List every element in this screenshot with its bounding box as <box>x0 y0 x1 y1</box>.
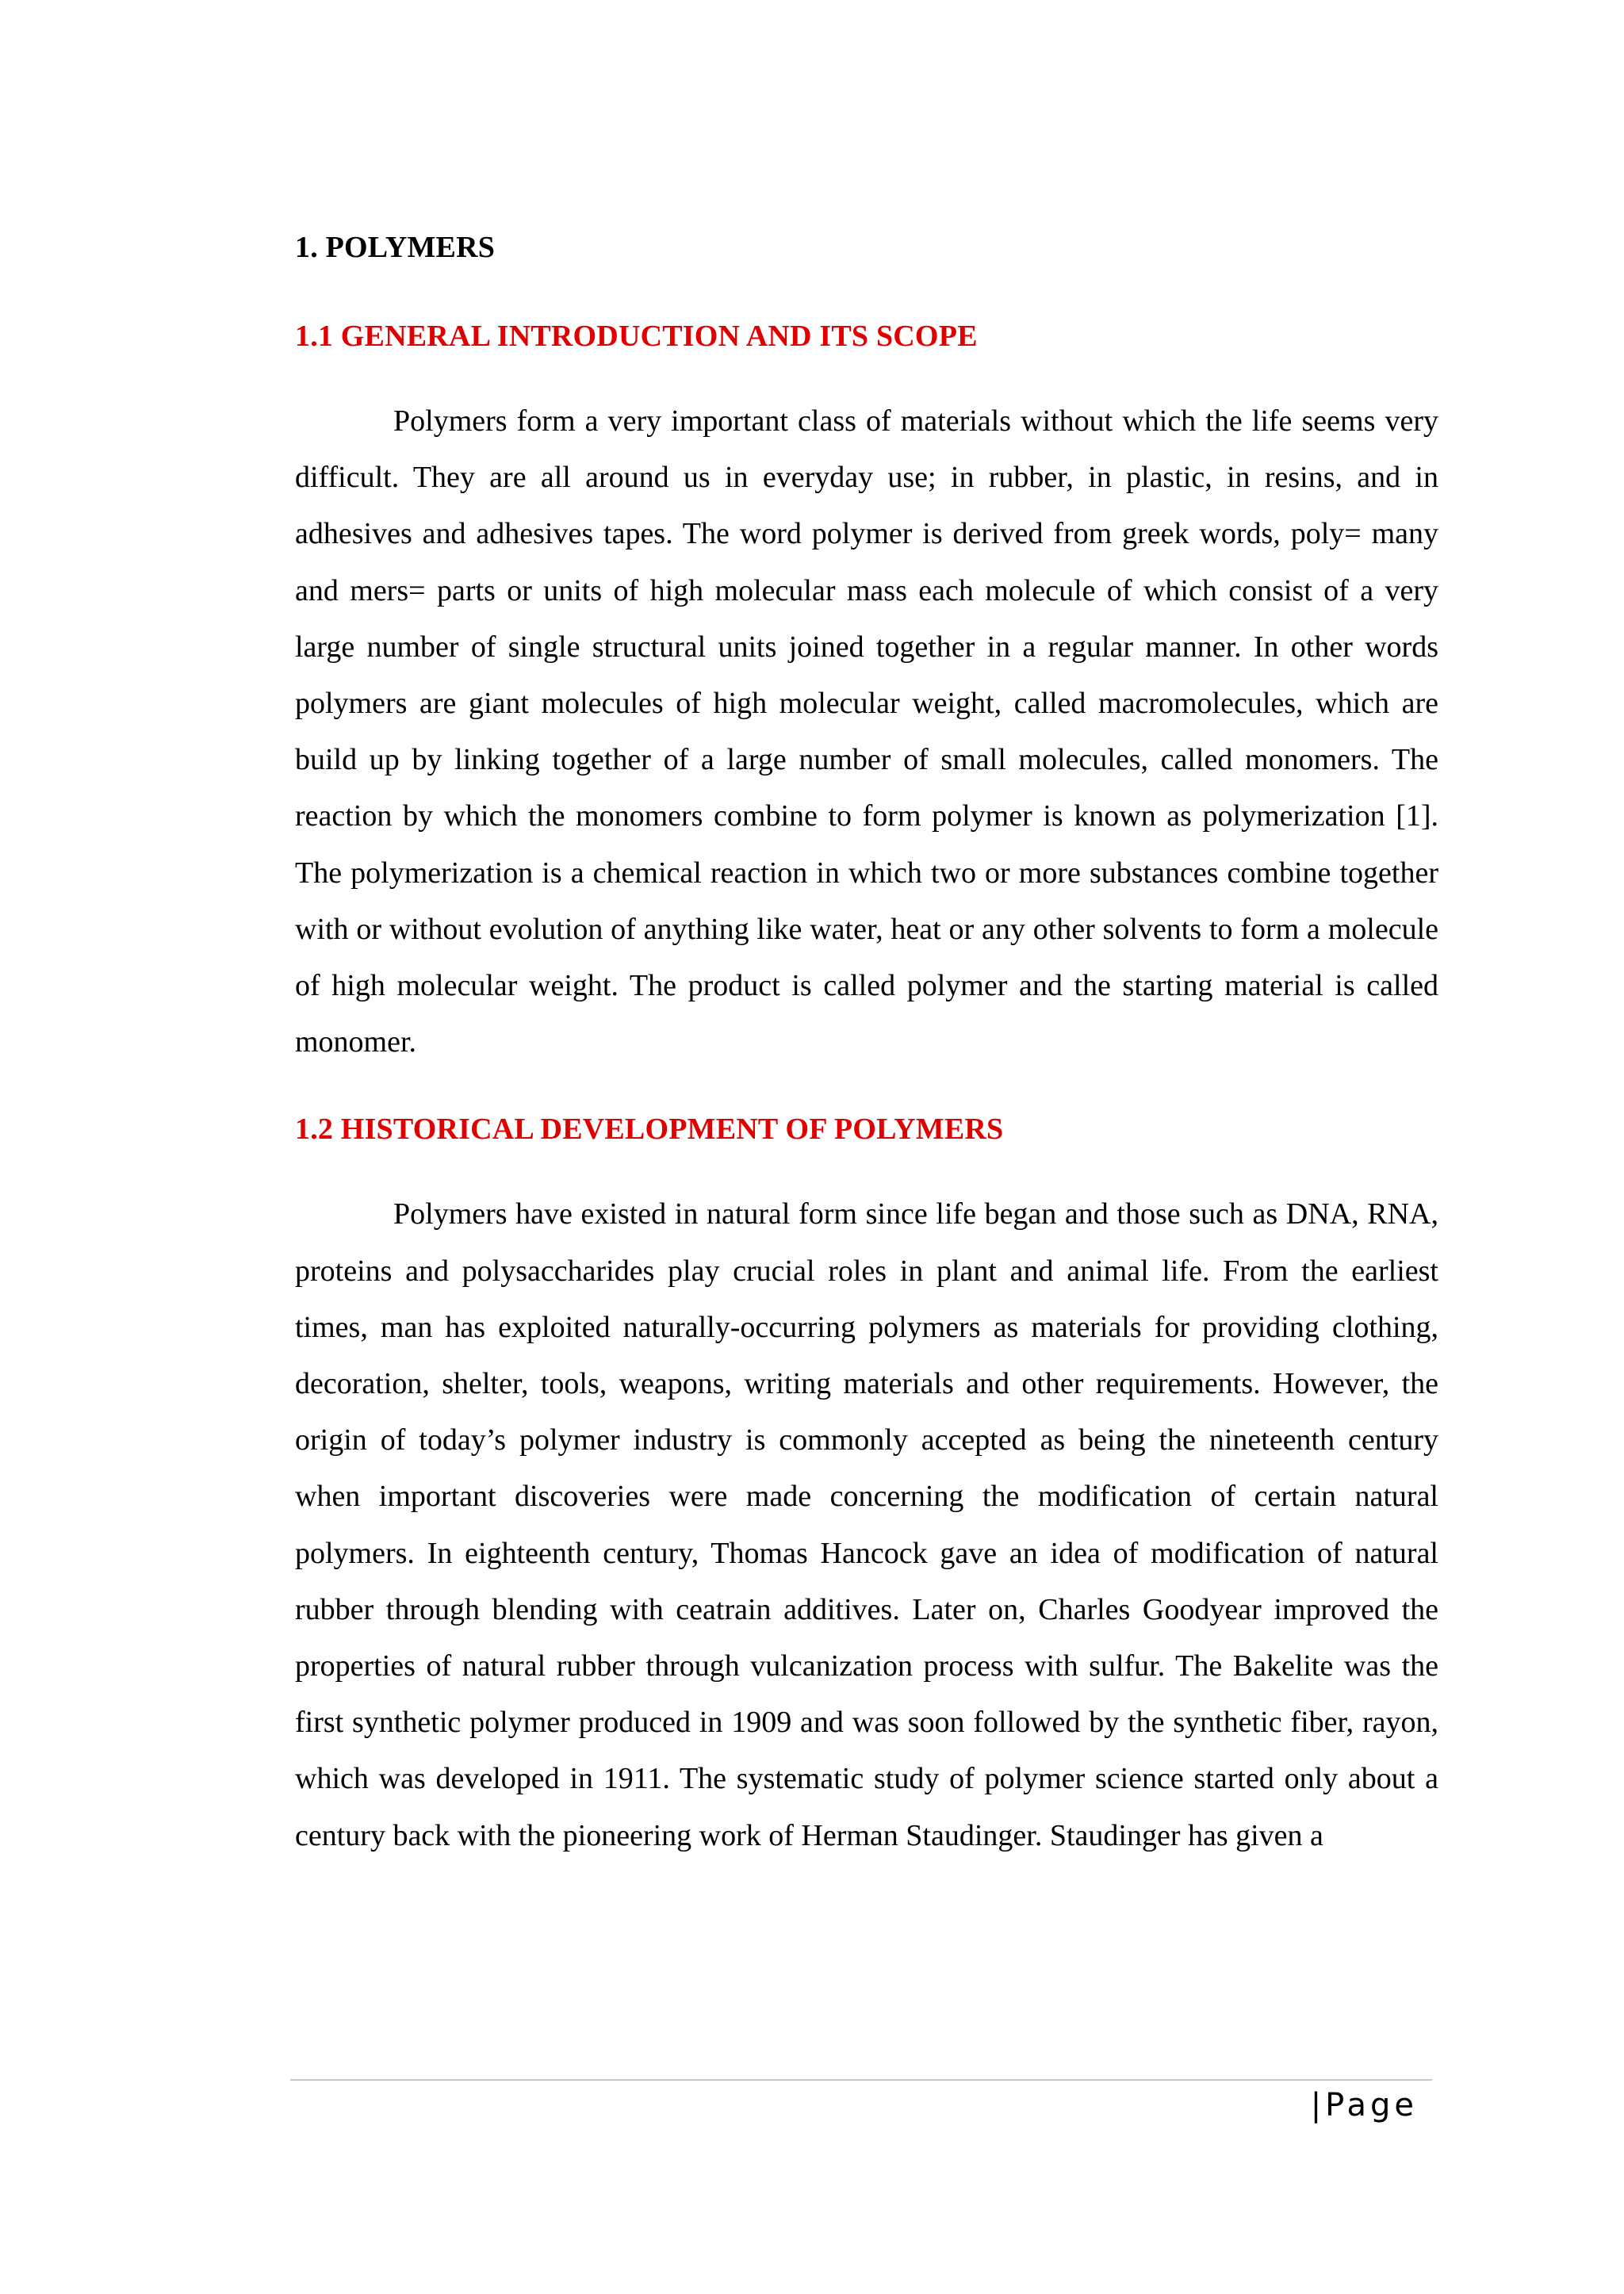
chapter-title: 1. POLYMERS <box>295 231 496 264</box>
section-heading-historical-development: 1.2 HISTORICAL DEVELOPMENT OF POLYMERS <box>295 1113 1004 1147</box>
page-content <box>295 228 1438 1864</box>
paragraph-general-introduction: Polymers form a very important class of materials without which the life seems very difficult. They are all around us in everyday use; in rubber, in plastic, in resins, and in adhesives and adhesives tapes. The word polymer is derived from greek words, poly= many and mers= parts or units of high molecular mass each molecule of which consist of a very large number of single structural units joined together in a regular manner. In other words polymers are giant molecules of high molecular weight, called macromolecules, which are build up by linking together of a large number of small molecules, called monomers. The reaction by which the monomers combine to form polymer is known as polymerization [1]. The polymerization is a chemical reaction in which two or more substances combine together with or without evolution of anything like water, heat or any other solvents to form a molecule of high molecular weight. The product is called polymer and the starting material is called monomer. <box>295 404 1438 1059</box>
paragraph-historical-development: Polymers have existed in natural form since life began and those such as DNA, RNA, proteins and polysaccharides play crucial roles in plant and animal life. From the earliest times, man has exploited naturally-occurring polymers as materials for providing clothing, decoration, shelter, tools, weapons, writing materials and other requirements. However, the origin of today’s polymer industry is commonly accepted as being the nineteenth century when important discoveries were made concerning the modification of certain natural polymers. In eighteenth century, Thomas Hancock gave an idea of modification of natural rubber through blending with ceatrain additives. Later on, Charles Goodyear improved the properties of natural rubber through vulcanization process with sulfur. The Bakelite was the first synthetic polymer produced in 1909 and was soon followed by the synthetic fiber, rayon, which was developed in 1911. The systematic study of polymer science started only about a century back with the pioneering work of Herman Staudinger. Staudinger has given a <box>295 1197 1438 1852</box>
footer-divider <box>290 2079 1432 2081</box>
section-heading-general-introduction: 1.1 GENERAL INTRODUCTION AND ITS SCOPE <box>295 320 978 353</box>
page-number-label: |Page <box>1310 2087 1418 2124</box>
